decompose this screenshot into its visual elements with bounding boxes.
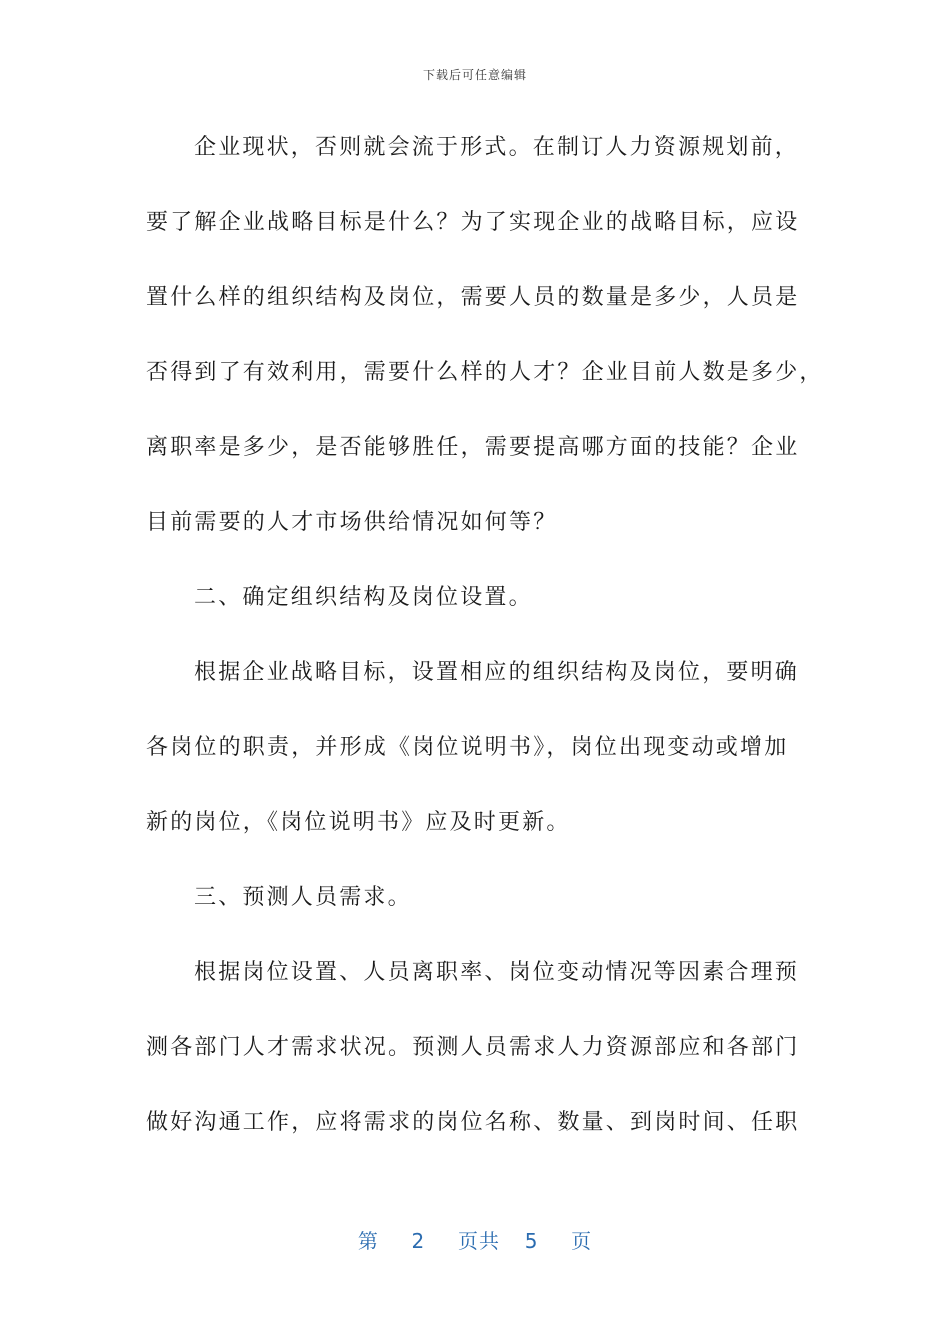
- text-line: 新的岗位，《岗位说明书》应及时更新。: [146, 810, 571, 835]
- text-line: 根据岗位设置、人员离职率、岗位变动情况等因素合理预: [194, 960, 800, 985]
- footer-total-pages: 5: [524, 1229, 539, 1253]
- text-line: 否得到了有效利用，需要什么样的人才？企业目前人数是多少，: [146, 360, 824, 385]
- text-line: 根据企业战略目标，设置相应的组织结构及岗位，要明确: [194, 660, 800, 685]
- section-heading: 三、预测人员需求。: [194, 885, 412, 910]
- text-line: 要了解企业战略目标是什么？为了实现企业的战略目标，应设: [146, 210, 800, 235]
- text-line: 目前需要的人才市场供给情况如何等？: [146, 510, 558, 535]
- document-body: [146, 128, 824, 1178]
- footer-ye-gong: 页共: [458, 1229, 500, 1253]
- text-line: 做好沟通工作，应将需求的岗位名称、数量、到岗时间、任职: [146, 1110, 800, 1135]
- page-header-note: 下载后可任意编辑: [422, 68, 527, 82]
- text-line: 离职率是多少，是否能够胜任，需要提高哪方面的技能？企业: [146, 435, 800, 460]
- footer-current-page: 2: [411, 1229, 426, 1253]
- page-number-footer: [0, 1225, 950, 1254]
- text-line: 企业现状，否则就会流于形式。在制订人力资源规划前，: [194, 135, 800, 160]
- section-heading: 二、确定组织结构及岗位设置。: [194, 585, 533, 610]
- footer-ye: 页: [571, 1229, 593, 1253]
- footer-di: 第: [357, 1229, 379, 1253]
- text-line: 置什么样的组织结构及岗位，需要人员的数量是多少，人员是: [146, 285, 800, 310]
- text-line: 各岗位的职责，并形成《岗位说明书》，岗位出现变动或增加: [146, 735, 789, 760]
- text-line: 测各部门人才需求状况。预测人员需求人力资源部应和各部门: [146, 1035, 800, 1060]
